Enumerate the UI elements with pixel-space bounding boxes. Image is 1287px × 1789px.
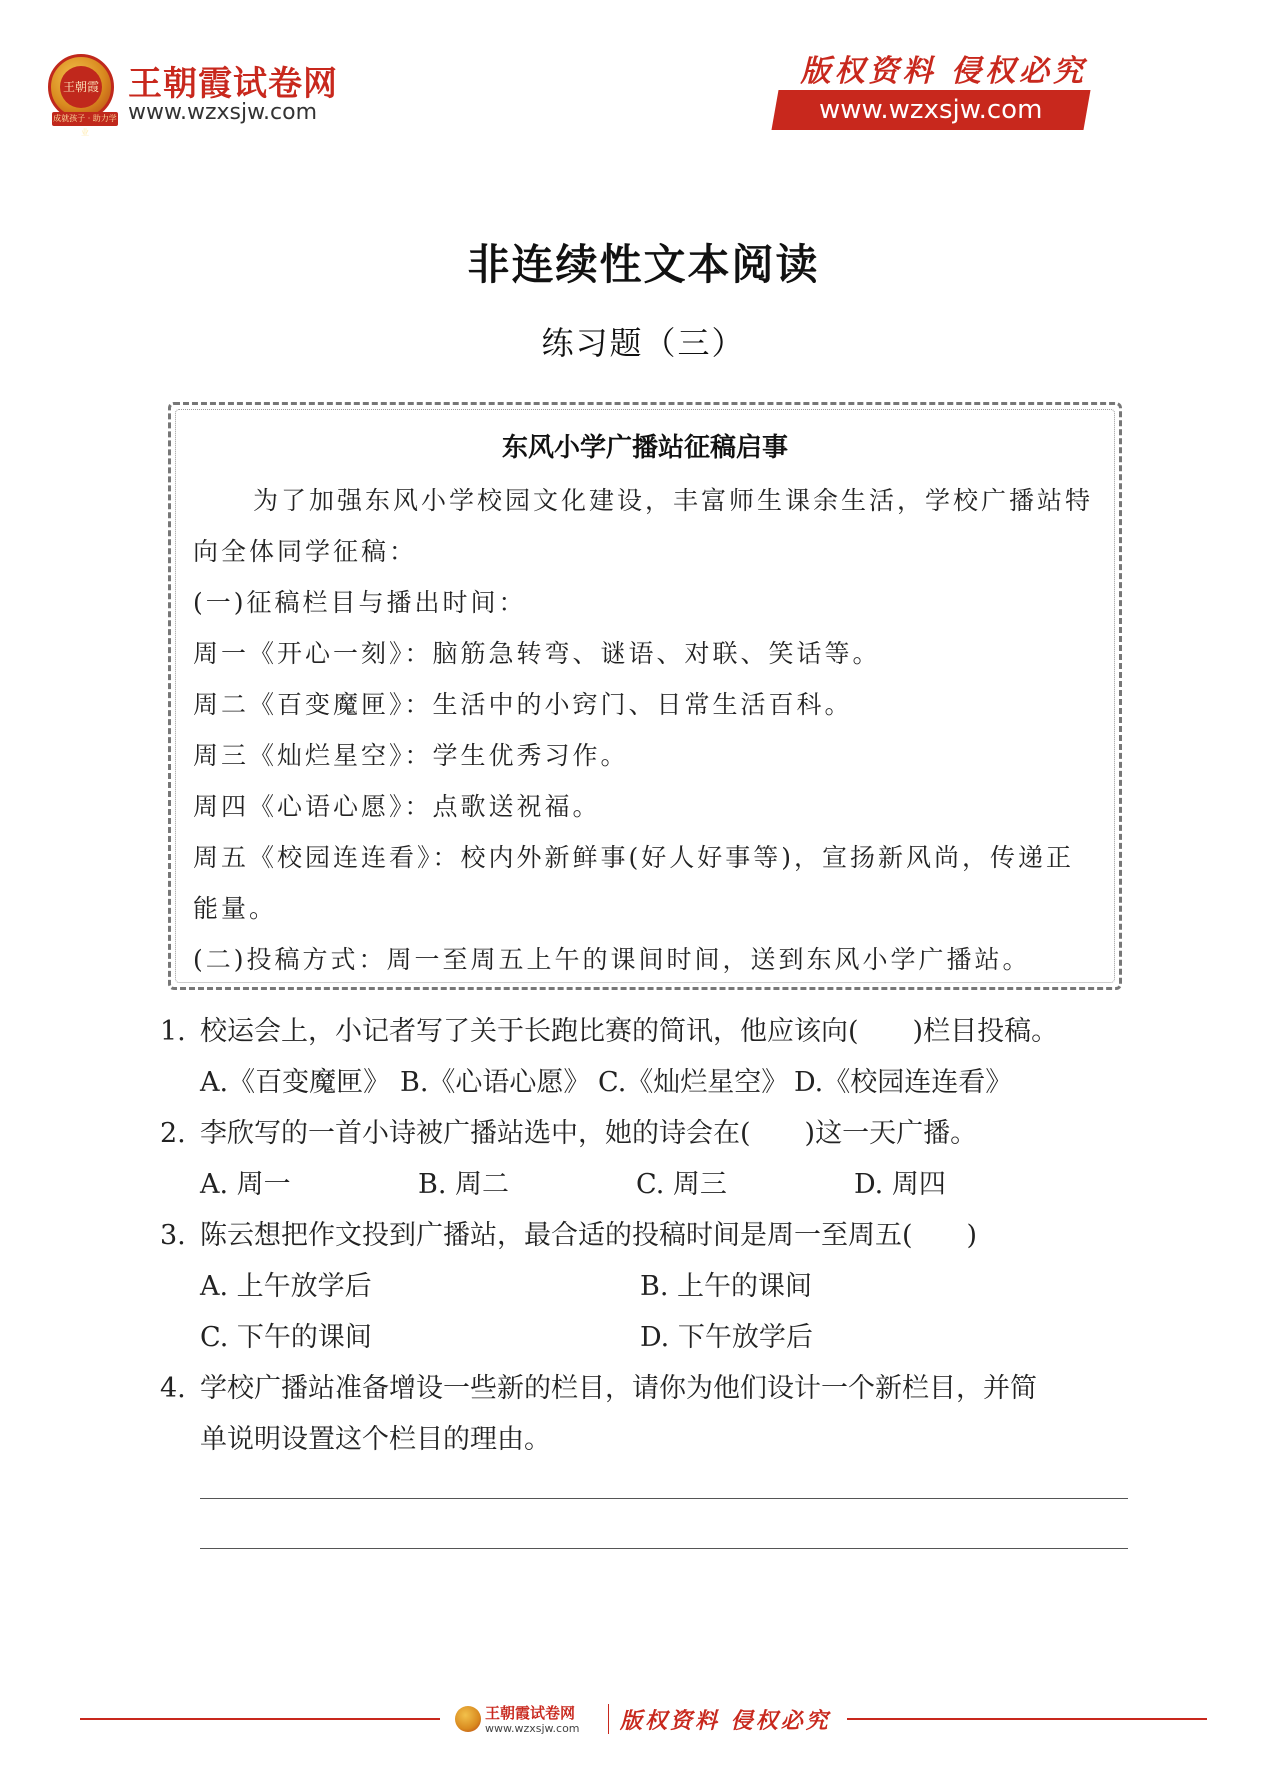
question-number: 4. <box>160 1373 186 1404</box>
notice-item: 周四《心语心愿》：点歌送祝福。 <box>193 792 601 821</box>
question-stem: 陈云想把作文投到广播站，最合适的投稿时间是周一至周五( ) <box>200 1220 978 1251</box>
page-title: 非连续性文本阅读 <box>467 240 820 289</box>
option-c: C. 周三 <box>636 1169 727 1200</box>
footer-logo-icon <box>455 1706 481 1732</box>
footer-brand-name: 王朝霞试卷网 <box>485 1704 576 1722</box>
brand-name: 王朝霞试卷网 <box>128 64 338 104</box>
option-d: D.《校园连连看》 <box>794 1067 1013 1098</box>
notice-body <box>193 475 1097 985</box>
option-c: C.《灿烂星空》 <box>598 1067 789 1098</box>
logo-ribbon: 成就孩子 · 助力学业 <box>53 114 117 137</box>
notice-item: 周五《校园连连看》：校内外新鲜事(好人好事等)，宣扬新风尚，传递正能量。 <box>193 843 1075 923</box>
notice-title: 东风小学广播站征稿启事 <box>501 433 788 463</box>
question-number: 3. <box>160 1220 186 1251</box>
footer-divider-right <box>847 1718 1207 1720</box>
footer-divider-left <box>80 1718 440 1720</box>
question-4 <box>160 1363 1140 1414</box>
brand-url: www.wzxsjw.com <box>128 100 318 125</box>
copyright-block <box>757 46 1087 132</box>
logo-emblem-icon <box>48 54 114 120</box>
notice-item: 周一《开心一刻》：脑筋急转弯、谜语、对联、笑话等。 <box>193 639 881 668</box>
page-footer <box>80 1700 1207 1740</box>
notice-section-1: (一)征稿栏目与播出时间： <box>193 588 527 617</box>
banner-url: www.wzxsjw.com <box>819 95 1043 125</box>
question-number: 1. <box>160 1016 186 1047</box>
answer-line[interactable] <box>200 1548 1128 1549</box>
question-stem: 校运会上，小记者写了关于长跑比赛的简讯，他应该向( )栏目投稿。 <box>200 1016 1059 1047</box>
question-3-options-row-1 <box>160 1261 1140 1312</box>
question-stem: 李欣写的一首小诗被广播站选中，她的诗会在( )这一天广播。 <box>200 1118 978 1149</box>
site-logo-block <box>48 50 348 137</box>
option-d: D. 周四 <box>854 1169 946 1200</box>
option-b: B.《心语心愿》 <box>400 1067 591 1098</box>
option-b: B. 周二 <box>418 1169 510 1200</box>
option-b: B. 上午的课间 <box>640 1271 813 1302</box>
notice-section-2: (二)投稿方式：周一至周五上午的课间时间，送到东风小学广播站。 <box>193 945 1031 974</box>
footer-separator <box>608 1704 609 1734</box>
answer-area[interactable] <box>200 1498 1128 1598</box>
question-3 <box>160 1210 1140 1261</box>
option-c: C. 下午的课间 <box>200 1322 372 1353</box>
option-a: A.《百变魔匣》 <box>200 1067 391 1098</box>
answer-line[interactable] <box>200 1498 1128 1499</box>
option-a: A. 上午放学后 <box>200 1271 372 1302</box>
notice-box <box>168 402 1122 990</box>
option-a: A. 周一 <box>200 1169 291 1200</box>
question-1-options <box>160 1057 1140 1108</box>
option-d: D. 下午放学后 <box>640 1322 813 1353</box>
question-1 <box>160 1006 1140 1057</box>
notice-intro: 为了加强东风小学校园文化建设，丰富师生课余生活，学校广播站特向全体同学征稿： <box>193 486 1094 566</box>
url-banner <box>771 90 1090 130</box>
footer-brand-url: www.wzxsjw.com <box>485 1722 580 1735</box>
question-number: 2. <box>160 1118 186 1149</box>
notice-item: 周三《灿烂星空》：学生优秀习作。 <box>193 741 629 770</box>
notice-item: 周二《百变魔匣》：生活中的小窍门、日常生活百科。 <box>193 690 853 719</box>
question-4-continued: 单说明设置这个栏目的理由。 <box>200 1424 551 1455</box>
footer-copyright: 版权资料 侵权必究 <box>620 1708 831 1734</box>
question-2-options <box>160 1159 1140 1210</box>
question-list <box>160 1006 1140 1465</box>
question-stem: 学校广播站准备增设一些新的栏目，请你为他们设计一个新栏目，并简 <box>200 1373 1037 1404</box>
copyright-notice: 版权资料 侵权必究 <box>800 54 1087 89</box>
page-subtitle: 练习题（三） <box>541 324 746 362</box>
question-2 <box>160 1108 1140 1159</box>
question-3-options-row-2 <box>160 1312 1140 1363</box>
logo-text: 王朝霞 <box>60 66 102 108</box>
